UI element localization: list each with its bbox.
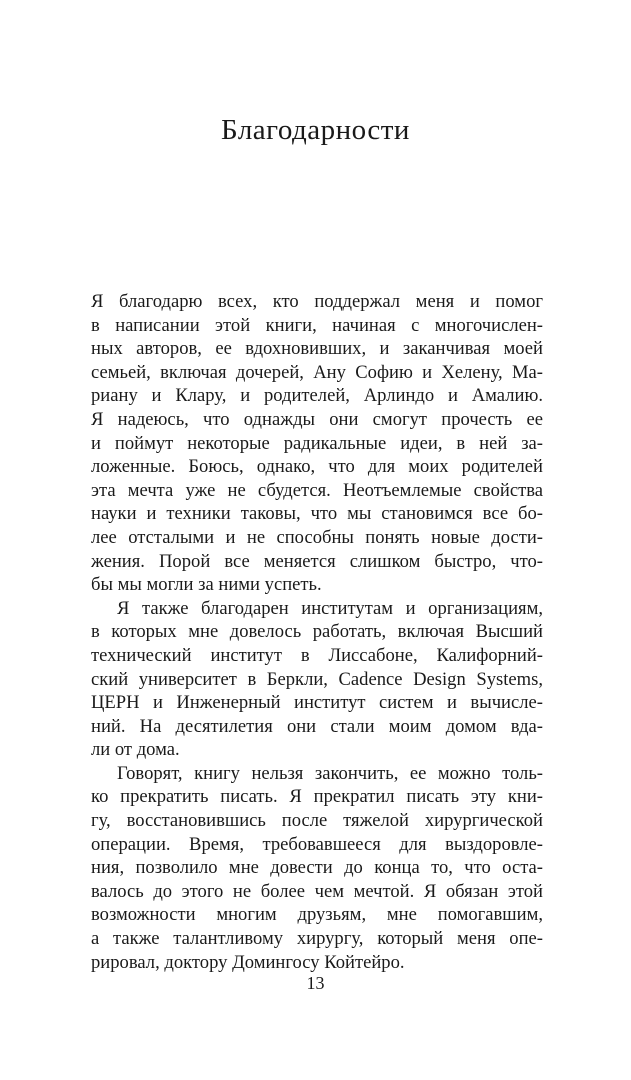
text-line: риану и Клару, и родителей, Арлиндо и Амалию. [91,385,543,407]
text-line: гу, восстановившись после тяжелой хирургической [91,810,543,832]
text-line: Я благодарю всех, кто поддержал меня и помог [91,291,543,312]
text-line: Говорят, книгу нельзя закончить, ее можно толь- [117,762,543,784]
text-line: Я также благодарен институтам и организациям, [117,597,543,619]
text-line: технический институт в Лиссабоне, Калифорний- [91,644,543,666]
text-line: жения. Порой все меняется слишком быстро, что- [91,550,543,572]
text-line: эта мечта уже не сбудется. Неотъемлемые свойства [91,479,543,501]
text-line: ЦЕРН и Инженерный институт систем и вычисле- [91,692,543,714]
text-line: рировал, доктору Домингосу Койтейро. [91,951,405,973]
text-line: ний. На десятилетия они стали моим домом вда- [91,715,543,737]
body-text [91,290,543,974]
text-line: в которых мне довелось работать, включая Высший [91,621,543,643]
paragraph-1 [91,290,543,597]
text-line: валось до этого не более чем мечтой. Я обязан этой [91,880,543,902]
text-line: ли от дома. [91,739,180,761]
text-line: операции. Время, требовавшееся для выздоровле- [91,833,543,855]
text-line: а также талантливому хирургу, который меня опе- [91,928,543,950]
text-line: лее отсталыми и не способны понять новые дости- [91,526,543,548]
text-line: ния, позволило мне довести до конца то, что оста- [91,857,543,879]
text-line: ский университет в Беркли, Cadence Design Systems, [91,668,543,690]
paragraph-2 [91,597,543,762]
text-line: Я надеюсь, что однажды они смогут прочесть ее [91,408,543,430]
text-line: ных авторов, ее вдохновивших, и заканчивая моей [91,338,543,360]
text-line: бы мы могли за ними успеть. [91,574,322,596]
text-line: и поймут некоторые радикальные идеи, в ней за- [91,432,543,454]
chapter-title: Благодарности [221,114,410,146]
text-line: ко прекратить писать. Я прекратил писать эту кни- [91,786,543,808]
text-line: в написании этой книги, начиная с многочислен- [91,314,543,336]
paragraph-3 [91,762,543,974]
text-line: ложенные. Боюсь, однако, что для моих родителей [91,456,543,478]
text-line: семьей, включая дочерей, Ану Софию и Хелену, Ма- [91,361,543,383]
text-line: науки и техники таковы, что мы становимся все бо- [91,503,543,525]
page-number: 13 [306,973,325,993]
text-line: возможности многим друзьям, мне помогавшим, [91,904,543,926]
